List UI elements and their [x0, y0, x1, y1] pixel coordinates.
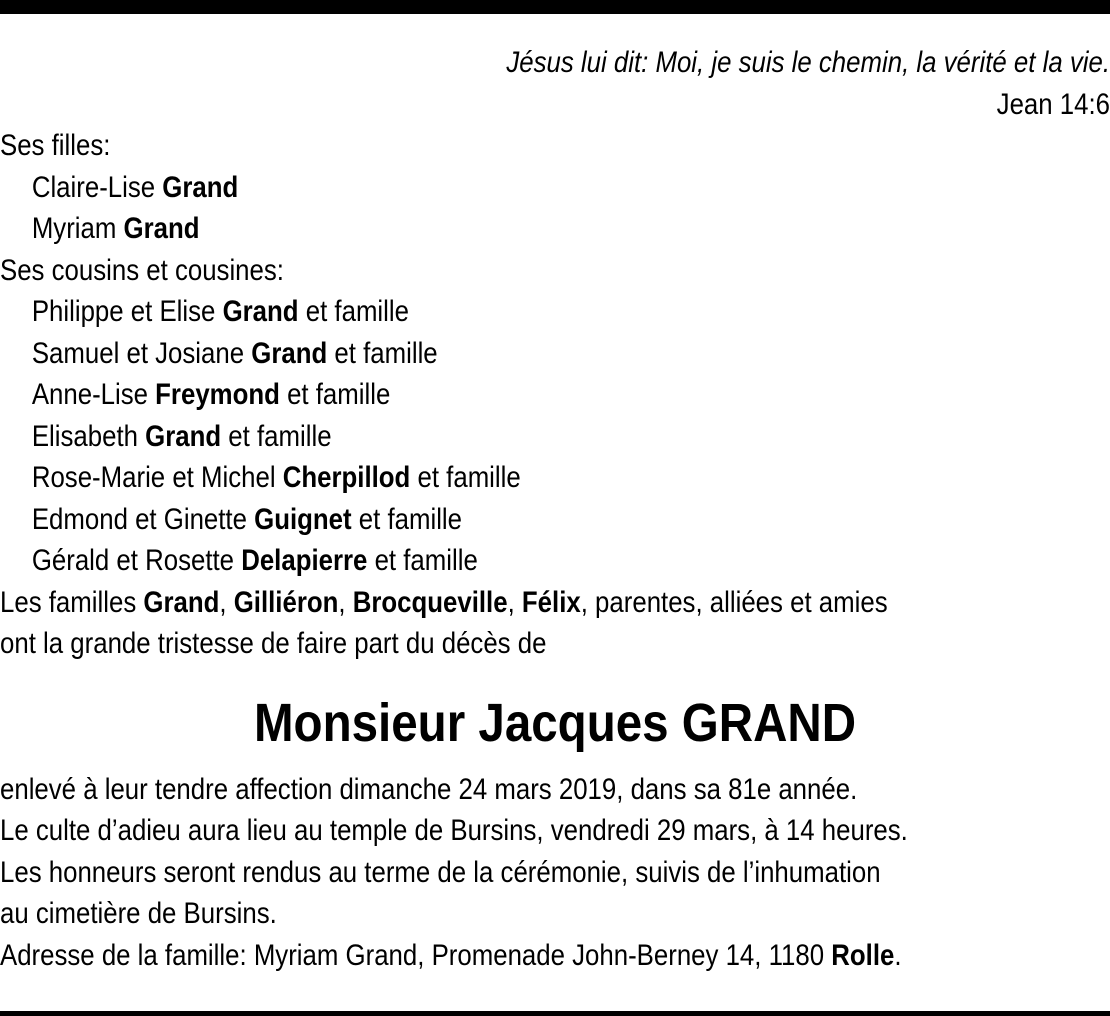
list-item: Gérald et Rosette Delapierre et famille	[31, 544, 478, 577]
announcement-line: ont la grande tristesse de faire part du décès de	[0, 627, 547, 660]
list-item: Rose-Marie et Michel Cherpillod et famille	[31, 461, 521, 494]
list-item: Myriam Grand	[31, 212, 200, 245]
bottom-rule	[0, 1011, 1110, 1016]
list-item: Philippe et Elise Grand et famille	[31, 295, 409, 328]
list-item: Claire-Lise Grand	[31, 170, 239, 204]
list-item: Elisabeth Grand et famille	[31, 419, 332, 453]
detail-line: au cimetière de Bursins.	[0, 897, 277, 930]
daughters-heading: Ses filles:	[0, 129, 111, 162]
obituary-notice	[0, 42, 1110, 976]
list-item: Anne-Lise Freymond et famille	[31, 378, 391, 411]
verse-reference: Jean 14:6	[996, 87, 1110, 121]
list-item: Edmond et Ginette Guignet et famille	[31, 502, 463, 536]
deceased-name: Monsieur Jacques GRAND	[253, 692, 857, 753]
family-address: Adresse de la famille: Myriam Grand, Promenade John-Berney 14, 1180 Rolle.	[0, 938, 902, 972]
detail-line: Les honneurs seront rendus au terme de la cérémonie, suivis de l’inhumation	[0, 855, 881, 889]
detail-line: Le culte d’adieu aura lieu au temple de Bursins, vendredi 29 mars, à 14 heures.	[0, 814, 908, 847]
top-rule	[0, 0, 1110, 14]
bible-verse: Jésus lui dit: Moi, je suis le chemin, la vérité et la vie.	[506, 46, 1110, 79]
list-item: Samuel et Josiane Grand et famille	[31, 336, 438, 370]
families-line: Les familles Grand, Gilliéron, Brocqueville, Félix, parentes, alliées et amies	[0, 585, 888, 619]
cousins-heading: Ses cousins et cousines:	[0, 253, 284, 287]
detail-line: enlevé à leur tendre affection dimanche 24 mars 2019, dans sa 81e année.	[0, 772, 858, 806]
